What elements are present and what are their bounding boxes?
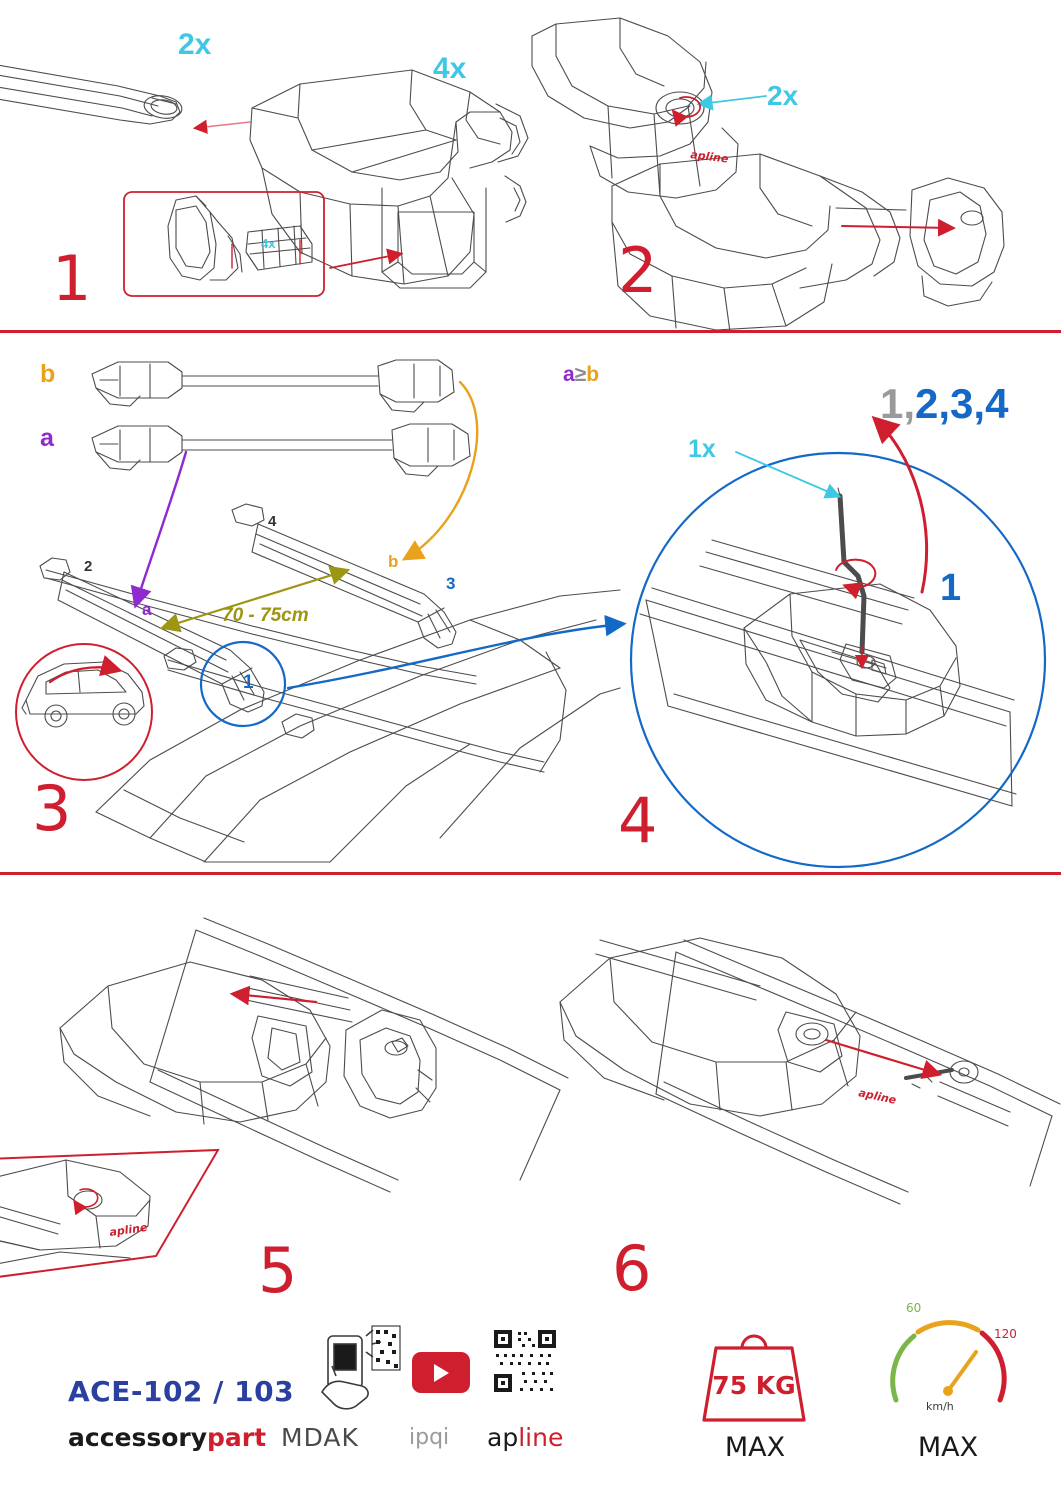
sequence-arrow (876, 420, 927, 592)
brand-accessorypart-dark: accessory (68, 1423, 208, 1452)
foot-lock-detail (532, 18, 1004, 332)
leader-pad-to-clamp (330, 254, 400, 268)
position-label-a: a (142, 600, 152, 619)
brand-mdak: MDAK (281, 1423, 359, 1452)
quantity-label-screws: 2x (767, 80, 799, 111)
car-direction-icon (16, 644, 152, 780)
brand-accessorypart-red: part (207, 1423, 267, 1452)
pad-inset-frame (124, 192, 324, 296)
mount-point-label-4: 4 (268, 513, 277, 530)
brand-apline-red: line (518, 1423, 564, 1452)
brand-accessorypart (68, 1423, 266, 1452)
insert-endcap-arrow (842, 226, 952, 228)
weight-max-label: MAX (724, 1432, 786, 1463)
bar-label-b: b (40, 360, 56, 388)
car-forward-arrow (50, 667, 118, 682)
section-divider-2 (0, 872, 1061, 875)
leader-screw-callout (700, 96, 766, 104)
key-turn-detail (631, 453, 1045, 867)
step-number-2: 2 (618, 234, 657, 307)
step-number-3: 3 (32, 772, 71, 845)
arrow-bar-a-placement (136, 452, 186, 604)
speed-max-label: MAX (917, 1432, 979, 1463)
section-divider-1 (0, 330, 1061, 333)
leader-key-callout (736, 452, 838, 496)
position-label-b: b (388, 552, 399, 571)
car-roof-perspective (40, 504, 620, 862)
brand-ipqi: ipqi (409, 1425, 450, 1450)
crossbar-b-top-view (92, 360, 454, 412)
pad-detail-inset (168, 196, 312, 280)
footer (0, 1345, 1061, 1500)
step-number-6: 6 (612, 1232, 651, 1305)
sequence-rest: 2,3,4 (915, 380, 1009, 427)
rotate-arrow-lock (674, 97, 700, 117)
speed-tick-120: 120 (994, 1327, 1017, 1341)
roof-rack-foot-exploded (250, 70, 528, 288)
apline-mark-step5: apline (108, 1220, 149, 1239)
brand-apline (487, 1423, 563, 1452)
model-code: ACE-102 / 103 (68, 1375, 295, 1408)
youtube-icon[interactable] (412, 1352, 470, 1393)
apline-mark-step6: apline (857, 1086, 898, 1107)
quantity-label-feet: 4x (433, 52, 467, 85)
step-number-4: 4 (618, 784, 657, 857)
crossbar-profile (0, 62, 183, 124)
slide-bar-arrow (234, 994, 316, 1002)
mount-point-label-2: 2 (84, 558, 93, 575)
sequence-first: 1, (880, 380, 916, 427)
brand-apline-dark: ap (487, 1423, 519, 1452)
step5-inset-frame (0, 1150, 218, 1282)
quantity-label-key: 1x (688, 435, 716, 463)
quantity-label-pads: 4x (261, 236, 276, 251)
remove-key-arrow (826, 1040, 938, 1074)
zoom-link-arrow (288, 624, 622, 688)
mount-point-label-3: 3 (446, 574, 456, 593)
step-number-5: 5 (258, 1234, 297, 1307)
crossbar-a-top-view (92, 424, 470, 476)
speed-unit-label: km/h (926, 1400, 954, 1413)
turn-order-label: 1 (940, 567, 962, 609)
condition-label-a-ge-b: a≥b (563, 363, 600, 386)
rotate-arrow-key (836, 560, 875, 588)
bar-label-a: a (40, 424, 54, 452)
step5-cover-detail (0, 918, 568, 1272)
distance-label: 70 - 75cm (222, 605, 309, 626)
step6-key-remove (560, 938, 1060, 1204)
tightening-sequence-label (880, 380, 1008, 428)
step-number-1: 1 (52, 242, 91, 315)
apline-mark-step2: apline (689, 148, 730, 166)
mount-point-label-1: 1 (243, 672, 254, 693)
leader-bar-to-foot (196, 122, 250, 128)
speed-tick-60: 60 (906, 1301, 922, 1315)
weight-limit-value: 75 KG (712, 1371, 796, 1400)
arrow-bar-b-placement (406, 382, 477, 558)
quantity-label-bars: 2x (178, 28, 212, 61)
